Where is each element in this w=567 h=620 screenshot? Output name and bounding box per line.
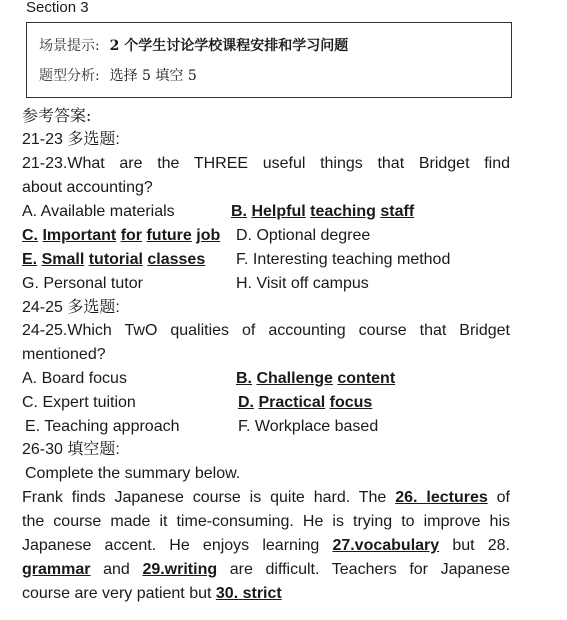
q24-option-b: B. Challenge content: [236, 370, 396, 387]
q24-header: 24-25 多选题:: [22, 299, 120, 316]
scene-text: 2 个学生讨论学校课程安排和学习问题: [109, 38, 349, 54]
answer-28: grammar: [22, 561, 91, 578]
summary-line-1: Frank finds Japanese course is quite hard. The 26. lectures of: [22, 489, 510, 506]
type-text: 选择 5 填空 5: [109, 68, 197, 84]
answer-27: 27.vocabulary: [332, 537, 440, 554]
q24-option-e: E. Teaching approach: [25, 418, 180, 435]
q24-option-a: A. Board focus: [22, 370, 127, 387]
q21-option-g: G. Personal tutor: [22, 275, 143, 292]
scene-hint-row: [39, 36, 348, 55]
q21-option-h: H. Visit off campus: [236, 275, 369, 292]
section-title: Section 3: [26, 0, 89, 16]
answer-26: 26. lectures: [395, 489, 488, 506]
summary-line-4: grammar and 29.writing are difficult. Teachers for Japanese: [22, 561, 510, 578]
summary-line-5: course are very patient but 30. strict: [22, 585, 282, 602]
answers-label: 参考答案:: [22, 106, 92, 125]
q24-question-line1: 24-25.Which TwO qualities of accounting course that Bridget: [22, 322, 510, 339]
q21-option-c: C. Important for future job: [22, 227, 221, 244]
answer-30: 30. strict: [215, 585, 282, 602]
type-label: 题型分析:: [39, 68, 100, 84]
q21-option-a: A. Available materials: [22, 203, 175, 220]
scene-label: 场景提示:: [39, 38, 100, 54]
q26-header: 26-30 填空题:: [22, 441, 120, 458]
summary-line-3: Japanese accent. He enjoys learning 27.vocabulary but 28.: [22, 537, 510, 554]
q21-option-e: E. Small tutorial classes: [22, 251, 206, 268]
q24-option-c: C. Expert tuition: [22, 394, 136, 411]
scene-hint-box: [26, 22, 512, 98]
q26-instruction: Complete the summary below.: [25, 465, 241, 482]
answer-29: 29.writing: [142, 561, 218, 578]
q24-question-line2: mentioned?: [22, 346, 106, 363]
q21-option-d: D. Optional degree: [236, 227, 371, 244]
q21-header: 21-23 多选题:: [22, 131, 120, 148]
q21-question-line1: 21-23.What are the THREE useful things that Bridget find: [22, 155, 510, 172]
type-hint-row: [39, 66, 197, 85]
q24-option-f: F. Workplace based: [238, 418, 379, 435]
q21-question-line2: about accounting?: [22, 179, 153, 196]
q21-option-b: B. Helpful teaching staff: [231, 203, 415, 220]
q24-option-d: D. Practical focus: [238, 394, 373, 411]
q21-option-f: F. Interesting teaching method: [236, 251, 451, 268]
summary-line-2: the course made it time-consuming. He is trying to improve his: [22, 513, 510, 530]
